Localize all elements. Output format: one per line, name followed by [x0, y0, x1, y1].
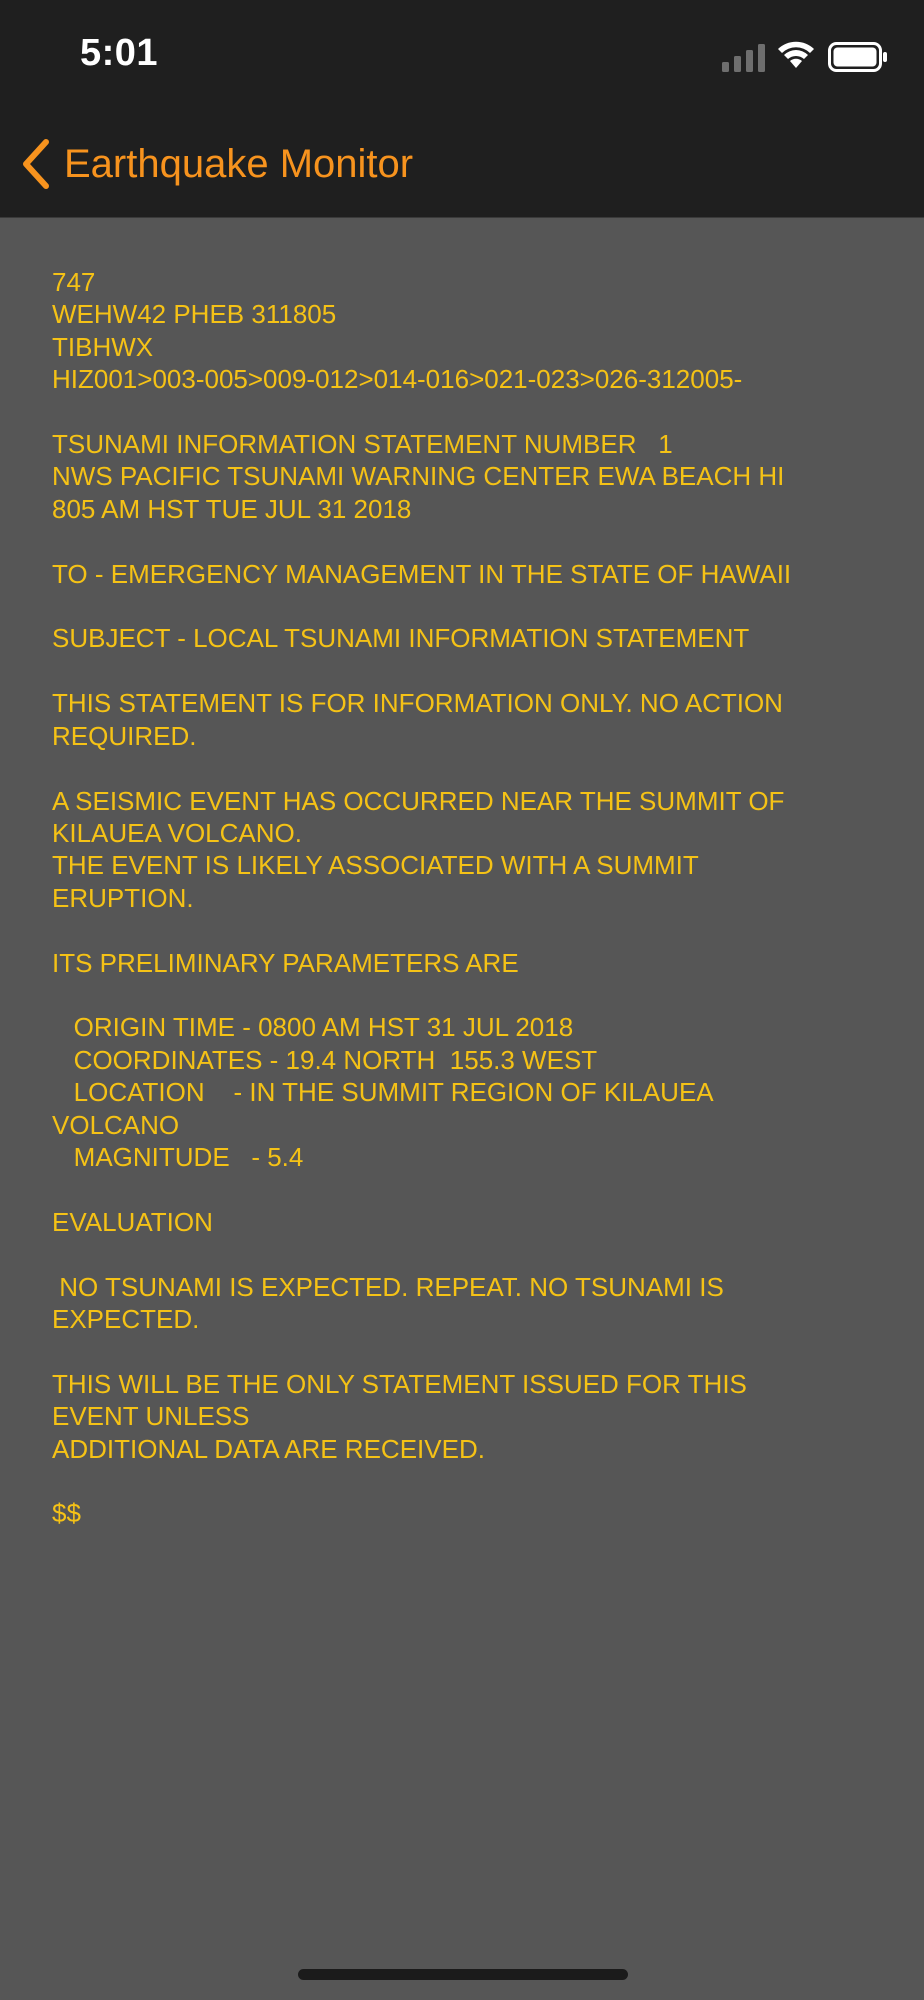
bulletin-line: NO TSUNAMI IS EXPECTED. REPEAT. NO TSUNAMI IS: [52, 1271, 724, 1302]
bulletin-line: SUBJECT - LOCAL TSUNAMI INFORMATION STATEMENT: [52, 623, 750, 654]
bulletin-line: VOLCANO: [52, 1109, 180, 1140]
bulletin-line: THIS WILL BE THE ONLY STATEMENT ISSUED FOR THIS: [52, 1368, 747, 1399]
status-bar: [0, 0, 924, 108]
bulletin-line: ORIGIN TIME - 0800 AM HST 31 JUL 2018: [52, 1012, 574, 1043]
bulletin-line: THIS STATEMENT IS FOR INFORMATION ONLY. NO ACTION: [52, 688, 783, 719]
home-indicator[interactable]: [298, 1969, 628, 1980]
bulletin-line: A SEISMIC EVENT HAS OCCURRED NEAR THE SUMMIT OF: [52, 785, 785, 816]
cellular-signal-icon: [722, 42, 766, 72]
bulletin-text: [52, 266, 892, 1530]
bulletin-line: REQUIRED.: [52, 720, 197, 751]
bulletin-line: 747: [52, 267, 96, 297]
bulletin-line: HIZ001>003-005>009-012>014-016>021-023>026-312005-: [52, 364, 743, 395]
bulletin-line: TO - EMERGENCY MANAGEMENT IN THE STATE OF HAWAII: [52, 558, 792, 589]
bulletin-line: THE EVENT IS LIKELY ASSOCIATED WITH A SUMMIT: [52, 850, 699, 881]
bulletin-line: NWS PACIFIC TSUNAMI WARNING CENTER EWA BEACH HI: [52, 461, 785, 492]
bulletin-line: LOCATION - IN THE SUMMIT REGION OF KILAUEA: [52, 1077, 714, 1108]
bulletin-line: MAGNITUDE - 5.4: [52, 1141, 304, 1172]
bulletin-line: TIBHWX: [52, 331, 154, 362]
bulletin-line: EVALUATION: [52, 1206, 213, 1237]
battery-icon: [828, 42, 888, 72]
bulletin-line: COORDINATES - 19.4 NORTH 155.3 WEST: [52, 1044, 598, 1075]
chevron-left-icon: [18, 138, 52, 190]
bulletin-line: EXPECTED.: [52, 1304, 200, 1334]
bulletin-line: KILAUEA VOLCANO.: [52, 817, 302, 848]
message-body: [52, 266, 892, 1530]
bulletin-line: WEHW42 PHEB 311805: [52, 299, 337, 330]
bulletin-line: $$: [52, 1498, 81, 1529]
bulletin-line: TSUNAMI INFORMATION STATEMENT NUMBER 1: [52, 429, 673, 460]
back-button-label: Earthquake Monitor: [64, 141, 414, 186]
bulletin-line: ERUPTION.: [52, 882, 194, 913]
back-button[interactable]: [18, 136, 413, 192]
bulletin-line: EVENT UNLESS: [52, 1401, 250, 1432]
bulletin-line: ITS PRELIMINARY PARAMETERS ARE: [52, 947, 519, 978]
bulletin-line: ADDITIONAL DATA ARE RECEIVED.: [52, 1433, 485, 1464]
navigation-bar: [0, 108, 924, 218]
status-time: 5:01: [80, 32, 159, 74]
bulletin-line: 805 AM HST TUE JUL 31 2018: [52, 493, 412, 524]
wifi-icon: [776, 40, 816, 72]
